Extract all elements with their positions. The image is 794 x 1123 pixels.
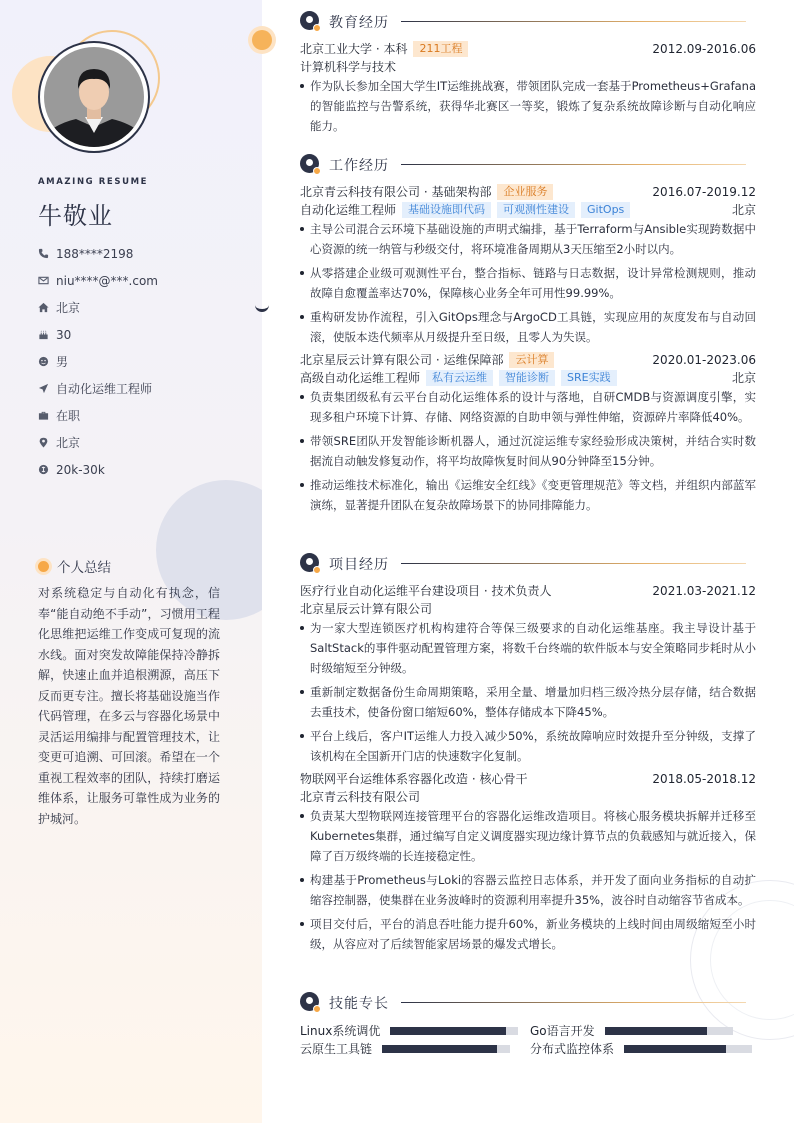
list-item: 平台上线后，客户IT运维人力投入减少50%，系统故障响应时效提升至分钟级，支撑了该机构在全国新开门店的快速数字化复制。: [300, 726, 756, 766]
education-period: 2012.09-2016.06: [652, 41, 756, 56]
school-name: 北京工业大学 · 本科: [300, 42, 408, 56]
project-name: 物联网平台运维体系容器化改造 · 核心骨干: [300, 772, 528, 786]
job-period: 2020.01-2023.06: [652, 352, 756, 367]
list-item: 重新制定数据备份生命周期策略，采用全量、增量加归档三级冷热分层存储，结合数据去重技术，使备份窗口缩短60%，整体存储成本下降45%。: [300, 682, 756, 722]
skill-tag: 智能诊断: [499, 370, 555, 386]
skill-bar-fill: [624, 1045, 726, 1053]
list-item: 重构研发协作流程，引入GitOps理念与ArgoCD工具链，实现应用的灰度发布与自动回滚，使版本迭代频率从月级提升至日级，且零人为失误。: [300, 307, 756, 347]
project-company: 北京星辰云计算有限公司: [300, 602, 433, 616]
skill-bar: [605, 1027, 733, 1035]
summary-title: 个人总结: [57, 560, 111, 576]
send-icon: [38, 383, 56, 395]
person-photo-icon: [44, 47, 144, 147]
section-bullet-icon: [300, 11, 321, 32]
info-phone: [38, 240, 158, 267]
dot-icon: [38, 561, 49, 572]
summary-text: 对系统稳定与自动化有执念，信奉“能自动绝不手动”，习惯用工程化思维把运维工作变成可复现的流水线。面对突发故障能保持冷静拆解，快速止血并追根溯源，高压下反而更专注。擅长将基础设施当作代码管理，在多云与容器化场景中灵活运用编排与配置管理技术，让变更可追溯、可回滚。希望在一个重视工程效率的团队，持续打磨运维体系，让服务可靠性成为业务的护城河。: [38, 586, 220, 826]
skill-item: [530, 1040, 752, 1057]
info-text: 20k-30k: [56, 462, 105, 477]
list-item: 负责某大型物联网连接管理平台的容器化运维改造项目。将核心服务模块拆解并迁移至Kubernetes集群，通过编写自定义调度器实现边缘计算节点的负载感知与就近接入，保障了百万级终端的长连接稳定性。: [300, 806, 756, 866]
project-header-row: [300, 582, 756, 599]
list-item: 作为队长参加全国大学生IT运维挑战赛，带领团队完成一套基于Prometheus+Grafana的智能监控与告警系统，获得华北赛区一等奖，锻炼了复杂系统故障诊断与自动化响应能力。: [300, 76, 756, 136]
info-text: 男: [56, 355, 69, 369]
project-bullets: [300, 806, 756, 954]
mail-icon: [38, 275, 56, 287]
skill-bar-fill: [605, 1027, 707, 1035]
info-text: 自动化运维工程师: [56, 382, 153, 396]
job-position-row: [300, 201, 756, 218]
job-bullets: [300, 387, 756, 515]
section-bullet-icon: [300, 992, 321, 1013]
education-bullets: [300, 76, 756, 136]
brand-label: AMAZING RESUME: [38, 177, 149, 187]
job-position-row: [300, 369, 756, 386]
divider: [401, 563, 746, 564]
divider: [401, 1002, 746, 1003]
info-home: [38, 294, 158, 321]
project-period: 2021.03-2021.12: [652, 583, 756, 598]
info-text: niu****@***.com: [56, 273, 158, 288]
section-bullet-icon: [300, 154, 321, 175]
position: 高级自动化运维工程师: [300, 371, 421, 385]
industry-tag: 云计算: [509, 352, 554, 368]
decorative-arc: [255, 298, 269, 312]
avatar: [38, 41, 150, 153]
education-header-row: [300, 40, 756, 57]
skill-item: [530, 1022, 733, 1039]
project-period: 2018.05-2018.12: [652, 771, 756, 786]
major: 计算机科学与技术: [300, 60, 397, 74]
industry-tag: 企业服务: [497, 184, 553, 200]
cake-icon: [38, 329, 56, 341]
project-name: 医疗行业自动化运维平台建设项目 · 技术负责人: [300, 584, 552, 598]
skill-item: [300, 1022, 518, 1039]
section-title: 技能专长: [329, 995, 389, 1012]
skill-bar: [390, 1027, 518, 1035]
avatar-photo: [44, 47, 144, 147]
divider: [401, 21, 746, 22]
job-bullets: [300, 219, 756, 347]
skill-name: 云原生工具链: [300, 1042, 373, 1056]
skill-bar-fill: [382, 1045, 497, 1053]
decorative-accent: [252, 30, 272, 50]
info-text: 188****2198: [56, 246, 134, 261]
salary-icon: [38, 464, 56, 476]
job-city: 北京: [731, 203, 756, 217]
job-period: 2016.07-2019.12: [652, 184, 756, 199]
contact-info-list: [38, 240, 158, 483]
info-email: [38, 267, 158, 294]
sidebar: [0, 0, 262, 1123]
section-title: 项目经历: [329, 556, 389, 573]
education-major-row: [300, 58, 756, 75]
job-header-row: [300, 183, 756, 200]
skill-name: Linux系统调优: [300, 1024, 381, 1038]
info-gender: [38, 348, 158, 375]
list-item: 构建基于Prometheus与Loki的容器云监控日志体系，并开发了面向业务指标的自动扩缩容控制器，使集群在业务波峰时的资源利用率提升35%，波谷时自动缩容节省成本。: [300, 870, 756, 910]
phone-icon: [38, 248, 56, 260]
skill-tag: 可观测性建设: [497, 202, 575, 218]
info-status: [38, 402, 158, 429]
divider: [401, 164, 746, 165]
skill-tag: GitOps: [581, 202, 630, 218]
position: 自动化运维工程师: [300, 203, 397, 217]
skill-bar: [624, 1045, 752, 1053]
project-header-row: [300, 770, 756, 787]
skill-tag: 私有云运维: [426, 370, 493, 386]
skill-bar-fill: [390, 1027, 505, 1035]
list-item: 带领SRE团队开发智能诊断机器人，通过沉淀运维专家经验形成决策树，并结合实时数据流自动触发修复动作，将平均故障恢复时间从90分钟降至15分钟。: [300, 431, 756, 471]
skill-bar: [382, 1045, 510, 1053]
project-bullets: [300, 618, 756, 766]
list-item: 负责集团级私有云平台自动化运维体系的设计与落地，自研CMDB与资源调度引擎，实现多租户环境下计算、存储、网络资源的自助申领与弹性伸缩，资源碎片率降低40%。: [300, 387, 756, 427]
info-text: 在职: [56, 409, 81, 423]
home-icon: [38, 302, 56, 314]
project-company-row: [300, 600, 756, 617]
project-company: 北京青云科技有限公司: [300, 790, 421, 804]
company-name: 北京星辰云计算有限公司 · 运维保障部: [300, 353, 504, 367]
location-pin-icon: [38, 437, 56, 449]
info-age: [38, 321, 158, 348]
info-city: [38, 429, 158, 456]
list-item: 推动运维技术标准化，输出《运维安全红线》《变更管理规范》等文档，并组织内部蓝军演练，显著提升团队在复杂故障场景下的协同排障能力。: [300, 475, 756, 515]
info-salary: [38, 456, 158, 483]
skill-item: [300, 1040, 510, 1057]
info-text: 北京: [56, 436, 81, 450]
info-text: 北京: [56, 301, 81, 315]
skill-name: 分布式监控体系: [530, 1042, 615, 1056]
gender-icon: [38, 356, 56, 368]
candidate-name: 牛敬业: [38, 202, 113, 230]
info-text: 30: [56, 327, 72, 342]
section-skills-heading: [300, 992, 756, 1013]
list-item: 从零搭建企业级可观测性平台，整合指标、链路与日志数据，设计异常检测规则，推动故障自愈覆盖率达70%，保障核心业务全年可用性99.99%。: [300, 263, 756, 303]
skill-name: Go语言开发: [530, 1024, 595, 1038]
skill-tag: 基础设施即代码: [402, 202, 491, 218]
job-city: 北京: [731, 371, 756, 385]
summary-heading: [38, 556, 111, 576]
section-work-heading: [300, 154, 756, 175]
list-item: 项目交付后，平台的消息吞吐能力提升60%，新业务模块的上线时间由周级缩短至小时级，从容应对了后续智能家居场景的爆发式增长。: [300, 914, 756, 954]
school-tag: 211工程: [413, 41, 468, 57]
list-item: 主导公司混合云环境下基础设施的声明式编排，基于Terraform与Ansible实现跨数据中心资源的统一纳管与秒级交付，将环境准备周期从3天压缩至2小时以内。: [300, 219, 756, 259]
section-education-heading: [300, 11, 756, 32]
job-header-row: [300, 351, 756, 368]
skill-tag: SRE实践: [561, 370, 617, 386]
section-title: 工作经历: [329, 157, 389, 174]
info-target-position: [38, 375, 158, 402]
briefcase-icon: [38, 410, 56, 422]
list-item: 为一家大型连锁医疗机构构建符合等保三级要求的自动化运维基座。我主导设计基于SaltStack的事件驱动配置管理方案，将数千台终端的软件版本与安全策略同步耗时从小时级缩短至分钟级。: [300, 618, 756, 678]
section-title: 教育经历: [329, 14, 389, 31]
section-projects-heading: [300, 553, 756, 574]
section-bullet-icon: [300, 553, 321, 574]
project-company-row: [300, 788, 756, 805]
company-name: 北京青云科技有限公司 · 基础架构部: [300, 185, 492, 199]
